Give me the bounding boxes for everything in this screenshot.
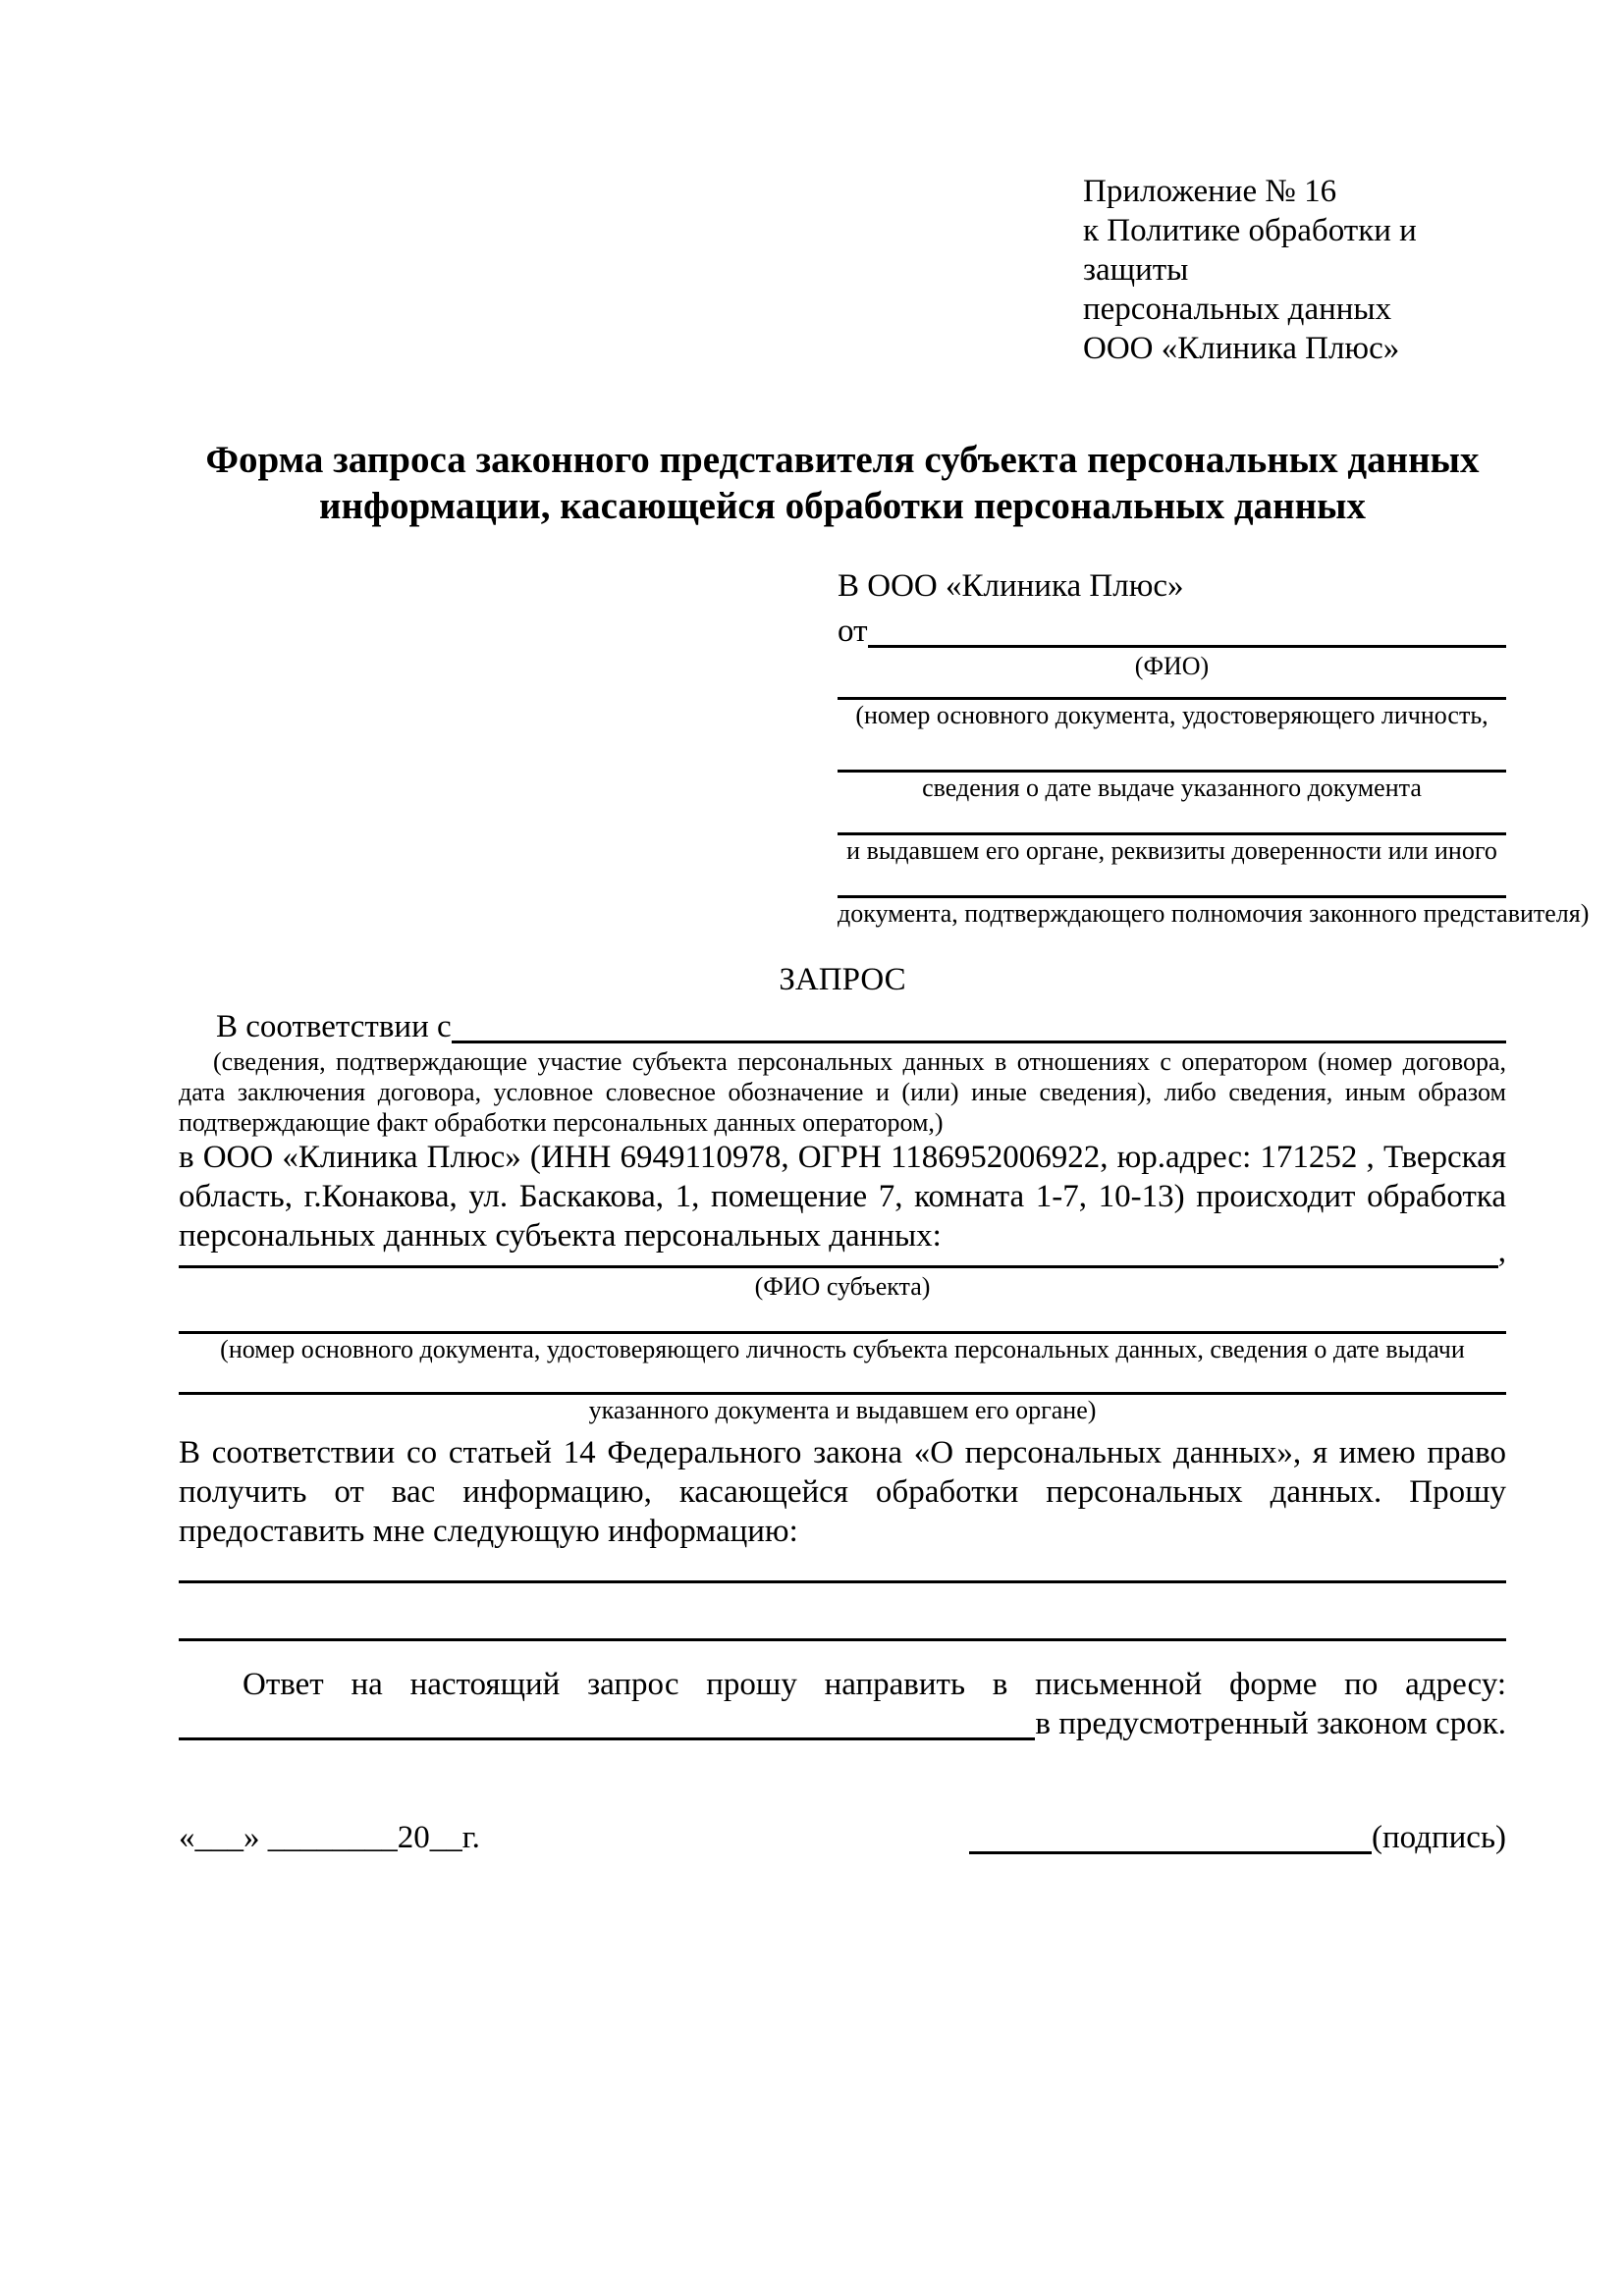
signature-caption: (подпись) (1372, 1820, 1506, 1855)
subject-fio-caption: (ФИО субъекта) (754, 1272, 931, 1301)
reply-tail: в предусмотренный законом срок. (1035, 1706, 1506, 1741)
doc-caption: документа, подтверждающего полномочия законного представителя) (838, 899, 1590, 928)
representative-doc-field-line[interactable] (838, 681, 1506, 700)
page-title: Форма запроса законного представителя субъекта персональных данных информации, касающейся обработки персональных данных (205, 439, 1480, 527)
signature-block (969, 1818, 1506, 1857)
from-row (838, 612, 1506, 651)
accordance-label: В соответствии с (216, 1009, 452, 1044)
doc-caption: (номер основного документа, удостоверяющего личность, (855, 701, 1489, 729)
doc-authority-field-line[interactable] (838, 803, 1506, 835)
fio-caption: (ФИО) (1134, 652, 1210, 680)
accordance-row (179, 1007, 1506, 1046)
appendix-line: ООО «Клиника Плюс» (1083, 331, 1400, 366)
operator-paragraph: в ООО «Клиника Плюс» (ИНН 6949110978, ОГРН 1186952006922, юр.адрес: 171252 , Тверская область, г.Конакова, ул. Баскакова, 1, помещение 7, комната 1-7, 10-13) происходит обработка персональных данных субъекта персональных данных: (179, 1140, 1506, 1254)
footer-row (179, 1818, 1506, 1857)
appendix-line: персональных данных (1083, 292, 1392, 327)
appendix-note (1083, 172, 1506, 368)
doc-caption: и выдавшем его органе, реквизиты доверенности или иного (846, 836, 1497, 865)
subject-fio-field-line[interactable] (179, 1265, 1498, 1268)
reply-address-field-line[interactable] (179, 1737, 1035, 1740)
request-heading: ЗАПРОС (779, 962, 906, 997)
reply-address-row (179, 1704, 1506, 1743)
addressee-company: В ООО «Клиника Плюс» (838, 568, 1184, 604)
addressee-block (838, 566, 1590, 929)
requested-info-field-line[interactable] (179, 1583, 1506, 1641)
doc-caption: сведения о дате выдаче указанного документа (922, 774, 1422, 802)
date-line: «___» ________20__г. (179, 1820, 480, 1855)
trailing-comma: , (1497, 1234, 1506, 1269)
representative-fio-field-line[interactable] (868, 645, 1507, 648)
appendix-line: к Политике обработки и защиты (1083, 213, 1417, 288)
requested-info-field-line[interactable] (179, 1551, 1506, 1583)
power-of-attorney-field-line[interactable] (838, 866, 1506, 898)
subject-doc-caption: указанного документа и выдавшем его органе) (588, 1396, 1097, 1424)
law-paragraph: В соответствии со статьей 14 Федерального закона «О персональных данных», я имею право получить от вас информацию, касающейся обработки персональных данных. Прошу предоставить мне следующую информацию: (179, 1435, 1506, 1549)
signature-field-line[interactable] (969, 1851, 1372, 1854)
reply-paragraph: Ответ на настоящий запрос прошу направить в письменной форме по адресу: (243, 1667, 1506, 1702)
appendix-line: Приложение № 16 (1083, 174, 1337, 209)
subject-doc-caption: (номер основного документа, удостоверяющего личность субъекта персональных данных, сведения о дате выдачи (220, 1335, 1465, 1363)
from-label: от (838, 614, 868, 649)
accordance-caption: (сведения, подтверждающие участие субъекта персональных данных в отношениях с оператором (номер договора, дата заключения договора, условное словесное обозначение и (или) иные сведения), либо сведения, иным образом подтверждающие факт обработки персональных данных оператором,) (179, 1047, 1506, 1137)
accordance-field-line[interactable] (452, 1041, 1506, 1043)
subject-doc-authority-field-line[interactable] (179, 1364, 1506, 1395)
doc-issue-date-field-line[interactable] (838, 730, 1506, 773)
page-content (0, 172, 1624, 1857)
subject-doc-field-line[interactable] (179, 1302, 1506, 1334)
